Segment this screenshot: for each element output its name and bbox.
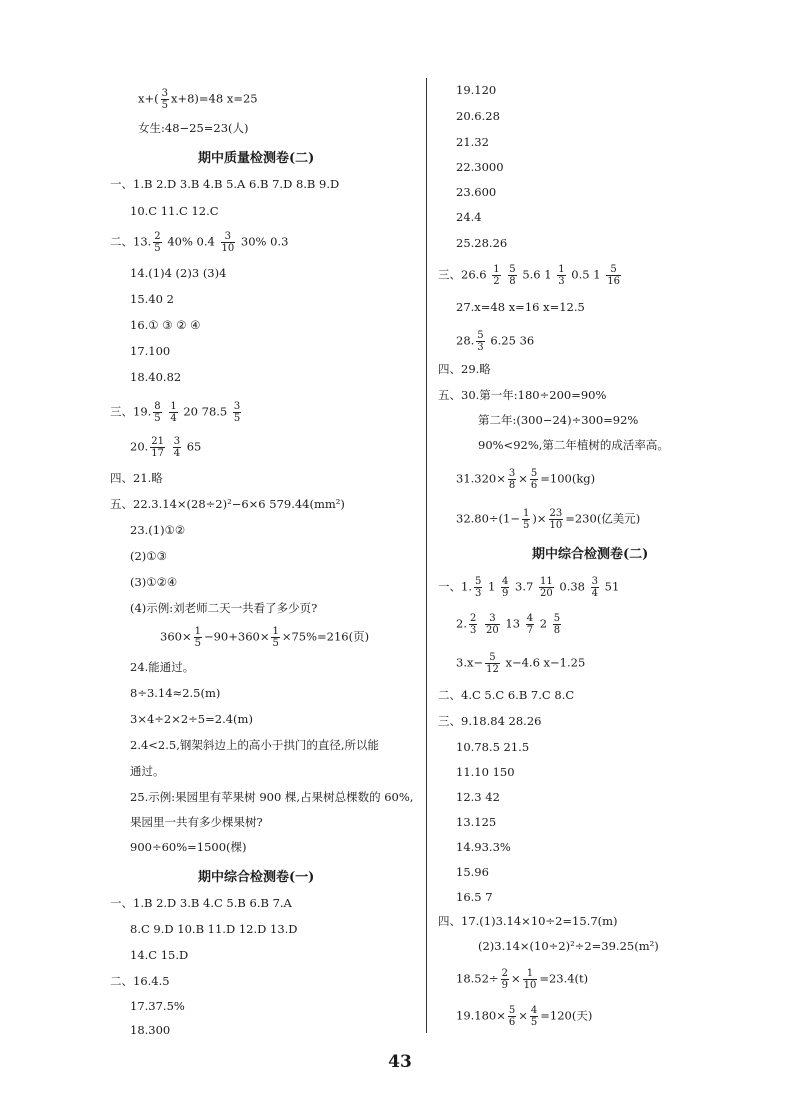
answer-line: (4)示例:刘老师二天一共看了多少页? xyxy=(130,601,318,615)
answer-line: 一、1. $\frac{5}{3}$ 1 $\frac{4}{9}$ 3.7 $\frac{11}{20}$ 0.38 $\frac{3}{4}$ 51 xyxy=(438,576,620,599)
answer-line: 14.C 15.D xyxy=(130,948,189,962)
answer-line: (2)①③ xyxy=(130,549,167,563)
answer-line: 8÷3.14≈2.5(m) xyxy=(130,686,221,700)
answer-line: 32.80÷(1− $\frac{1}{5}$ )× $\frac{23}{10}$ =230(亿美元) xyxy=(456,508,641,531)
answer-line: 8.C 9.D 10.B 11.D 12.D 13.D xyxy=(130,922,298,936)
answer-line: 第二年:(300−24)÷300=92% xyxy=(478,413,639,427)
answer-line: 2.4<2.5,钢架斜边上的高小于拱门的直径,所以能 xyxy=(130,738,380,752)
answer-line: 二、4.C 5.C 6.B 7.C 8.C xyxy=(438,688,575,702)
answer-line: 21.32 xyxy=(456,135,489,149)
answer-line: 18.40.82 xyxy=(130,370,182,384)
answer-line: 四、17.(1)3.14×10÷2=15.7(m) xyxy=(438,914,618,928)
answer-line: 五、22.3.14×(28÷2)²−6×6 579.44(mm²) xyxy=(110,497,345,511)
section-title: 期中质量检测卷(二) xyxy=(198,151,315,166)
answer-line: 90%<92%,第二年植树的成活率高。 xyxy=(478,438,669,452)
answer-line: 果园里一共有多少棵果树? xyxy=(130,815,263,829)
answer-line: 三、9.18.84 28.26 xyxy=(438,714,542,728)
answer-line: 13.125 xyxy=(456,815,497,829)
answer-line: 25.示例:果园里有苹果树 900 棵,占果树总棵数的 60%, xyxy=(130,790,414,804)
answer-line: 10.78.5 21.5 xyxy=(456,740,530,754)
page-number: 43 xyxy=(388,1052,412,1072)
answer-line: 22.3000 xyxy=(456,160,504,174)
answer-line: 12.3 42 xyxy=(456,790,500,804)
answer-line: 四、21.略 xyxy=(110,471,163,485)
answer-line: 20.6.28 xyxy=(456,109,500,123)
answer-line: 2. $\frac{2}{3}$ $\frac{3}{20}$ 13 $\frac{4}{7}$ 2 $\frac{5}{8}$ xyxy=(456,613,561,636)
answer-line: 24.4 xyxy=(456,210,482,224)
answer-line: 17.100 xyxy=(130,344,171,358)
answer-line: 19.180× $\frac{5}{6}$ × $\frac{4}{5}$ =120(天) xyxy=(456,1005,593,1028)
answer-line: 二、16.4.5 xyxy=(110,974,170,988)
answer-line: 14.(1)4 (2)3 (3)4 xyxy=(130,266,227,280)
answer-line: 15.40 2 xyxy=(130,292,174,306)
section-title: 期中综合检测卷(二) xyxy=(532,547,649,562)
answer-line: 二、13. $\frac{2}{5}$ 40% 0.4 $\frac{3}{10}$ 30% 0.3 xyxy=(110,231,289,254)
answer-line: 20. $\frac{21}{17}$ $\frac{3}{4}$ 65 xyxy=(130,436,202,459)
answer-line: x+( $\frac{3}{5}$ x+8)=48 x=25 xyxy=(138,88,258,111)
section-title: 期中综合检测卷(一) xyxy=(198,870,315,885)
answer-line: 18.52÷ $\frac{2}{9}$ × $\frac{1}{10}$ =23.4(t) xyxy=(456,968,589,991)
answer-line: 通过。 xyxy=(130,764,165,778)
answer-line: 23.600 xyxy=(456,185,497,199)
answer-line: (3)①②④ xyxy=(130,575,178,589)
answer-line: 16.5 7 xyxy=(456,890,493,904)
answer-line: 3×4÷2×2÷5=2.4(m) xyxy=(130,712,253,726)
answer-line: 31.320× $\frac{3}{8}$ × $\frac{5}{6}$ =100(kg) xyxy=(456,468,596,491)
answer-line: 14.93.3% xyxy=(456,840,511,854)
answer-line: 10.C 11.C 12.C xyxy=(130,204,219,218)
answer-line: 15.96 xyxy=(456,865,489,879)
answer-line: 3.x− $\frac{5}{12}$ x−4.6 x−1.25 xyxy=(456,652,586,675)
column-divider xyxy=(426,78,427,1033)
answer-line: 三、26.6 $\frac{1}{2}$ $\frac{5}{8}$ 5.6 1 $\frac{1}{3}$ 0.5 1 $\frac{5}{16}$ xyxy=(438,264,620,287)
answer-line: 17.37.5% xyxy=(130,999,185,1013)
answer-line: (2)3.14×(10÷2)²÷2=39.25(m²) xyxy=(478,939,659,953)
answer-line: 16.① ③ ② ④ xyxy=(130,318,201,332)
answer-line: 24.能通过。 xyxy=(130,660,195,674)
answer-line: 25.28.26 xyxy=(456,236,508,250)
answer-line: 360× $\frac{1}{5}$ −90+360× $\frac{1}{5}$ ×75%=216(页) xyxy=(160,626,370,649)
answer-line: 一、1.B 2.D 3.B 4.B 5.A 6.B 7.D 8.B 9.D xyxy=(110,177,340,191)
answer-line: 女生:48−25=23(人) xyxy=(138,121,249,135)
answer-line: 一、1.B 2.D 3.B 4.C 5.B 6.B 7.A xyxy=(110,896,292,910)
answer-line: 23.(1)①② xyxy=(130,523,186,537)
answer-line: 五、30.第一年:180÷200=90% xyxy=(438,388,607,402)
answer-line: 900÷60%=1500(棵) xyxy=(130,840,247,854)
answer-line: 三、19. $\frac{8}{5}$ $\frac{1}{4}$ 20 78.5 $\frac{3}{5}$ xyxy=(110,401,241,424)
answer-line: 11.10 150 xyxy=(456,765,515,779)
answer-line: 四、29.略 xyxy=(438,362,491,376)
answer-line: 18.300 xyxy=(130,1023,171,1037)
answer-line: 27.x=48 x=16 x=12.5 xyxy=(456,300,585,314)
answer-line: 19.120 xyxy=(456,83,497,97)
answer-line: 28. $\frac{5}{3}$ 6.25 36 xyxy=(456,330,535,353)
